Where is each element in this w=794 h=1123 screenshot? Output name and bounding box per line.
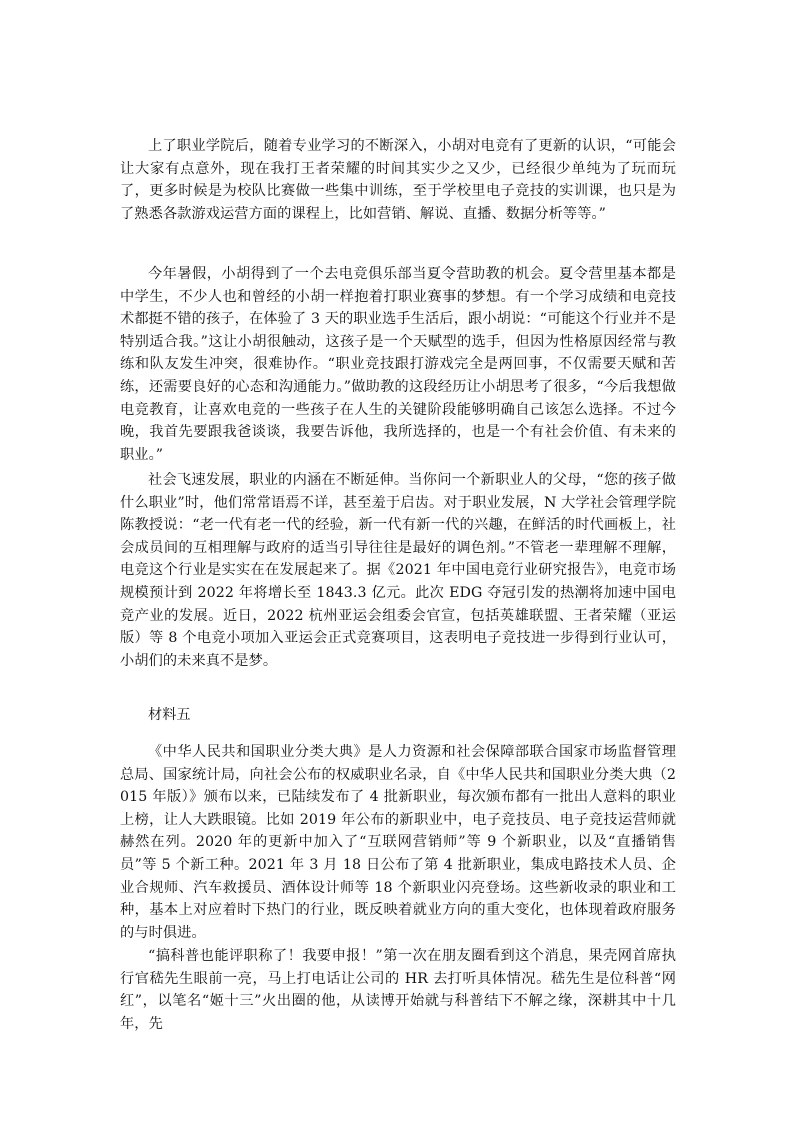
- section-heading: 材料五: [148, 707, 191, 723]
- paragraph-occupation-classification: 《中华人民共和国职业分类大典》是人力资源和社会保障部联合国家市场监督管理总局、国家统计局，向社会公布的权威职业名录，自《中华人民共和国职业分类大典（2015 年版）》颁布以来，已陆续发布了 4 批新职业，每次颁布都有一批出人意料的职业上榜，让人大跌眼镜。比如 2019 年公布的新职业中，电子竞技员、电子竞技运营师就赫然在列。2020 年的更新中加入了“互联网营销师”等 9 个新职业，以及“直播销售员”等 5 个新工种。2021 年 3 月 18 日公布了第 4 批新职业，集成电路技术人员、企业合规师、汽车救援员、酒体设计师等 18 个新职业闪亮登场。这些新收录的职业和工种，基本上对应着时下热门的行业，既反映着就业方向的重大变化，也体现着政府服务的与时俱进。: [120, 744, 676, 941]
- paragraph-science-popularization: “搞科普也能评职称了！我要申报！”第一次在朋友圈看到这个消息，果壳网首席执行官嵇先生眼前一亮，马上打电话让公司的 HR 去打听具体情况。嵇先生是位科普“网红”，以笔名“姬十三”火出圈的他，从读博开始就与科普结下不解之缘，深耕其中十几年，先: [120, 948, 676, 1032]
- paragraph-summer-camp: 今年暑假，小胡得到了一个去电竞俱乐部当夏令营助教的机会。夏令营里基本都是中学生，不少人也和曾经的小胡一样抱着打职业赛事的梦想。有一个学习成绩和电竞技术都挺不错的孩子，在体验了 3 天的职业选手生活后，跟小胡说：“可能这个行业并不是特别适合我。”这让小胡很触动，这孩子是一个天赋型的选手，但因为性格原因经常与教练和队友发生冲突，很难协作。“职业竞技跟打游戏完全是两回事，不仅需要天赋和苦练，还需要良好的心态和沟通能力。”做助教的这段经历让小胡思考了很多，“今后我想做电竞教育，让喜欢电竞的一些孩子在人生的关键阶段能够明确自己该怎么选择。不过今晚，我首先要跟我爸谈谈，我要告诉他，我所选择的，也是一个有社会价值、有未来的职业。”: [120, 266, 676, 463]
- paragraph-society-development: 社会飞速发展，职业的内涵在不断延伸。当你问一个新职业人的父母，“您的孩子做什么职业”时，他们常常语焉不详，甚至羞于启齿。对于职业发展，N 大学社会管理学院陈教授说：“老一代有老一代的经验，新一代有新一代的兴趣，在鲜活的时代画板上，社会成员间的互相理解与政府的适当引导往往是最好的调色剂。”不管老一辈理解不理解，电竞这个行业是实实在在发展起来了。据《2021 年中国电竞行业研究报告》，电竞市场规模预计到 2022 年将增长至 1843.3 亿元。此次 EDG 夺冠引发的热潮将加速中国电竞产业的发展。近日，2022 杭州亚运会组委会官宣，包括英雄联盟、王者荣耀（亚运版）等 8 个电竞小项加入亚运会正式竞赛项目，这表明电子竞技进一步得到行业认可，小胡们的未来真不是梦。: [120, 472, 676, 669]
- paragraph-vocational-college: 上了职业学院后，随着专业学习的不断深入，小胡对电竞有了更新的认识，“可能会让大家有点意外，现在我打王者荣耀的时间其实少之又少，已经很少单纯为了玩而玩了，更多时候是为校队比赛做一些集中训练，至于学校里电子竞技的实训课，也只是为了熟悉各款游戏运营方面的课程上，比如营销、解说、直播、数据分析等等。”: [120, 138, 676, 222]
